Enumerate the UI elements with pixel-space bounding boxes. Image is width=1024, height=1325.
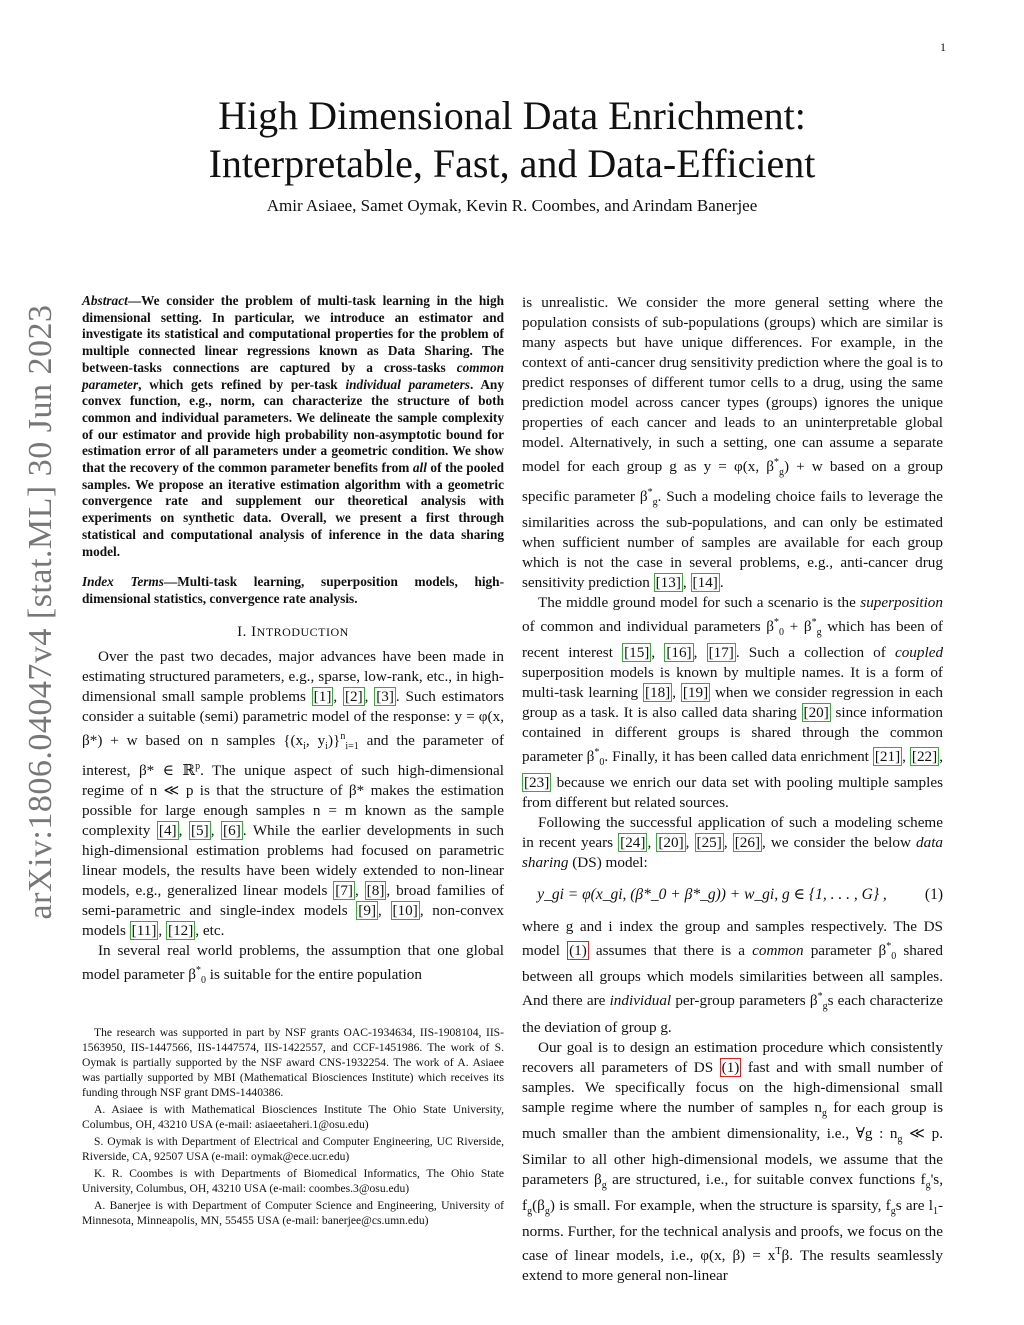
footnote-author-1: A. Asiaee is with Mathematical Biosciences Institute The Ohio State University, Columbus, OH, 43210 USA (e-mail: asiaeetaheri.1@osu.edu) [82, 1103, 504, 1131]
abstract-emph-2: individual parameters [345, 376, 470, 392]
abstract-emph-3: all [412, 460, 427, 476]
citation-link[interactable]: [13] [655, 574, 681, 592]
citation-link[interactable]: [8] [366, 881, 385, 899]
index-terms-label: Index Terms [82, 574, 164, 590]
citation-link[interactable]: [16] [666, 644, 692, 662]
right-paragraph-4: where g and i index the group and samples respectively. The DS model (1) assumes that there is a common parameter $\beta^*_0$ shared between all groups which models similarities between all samples. And there are individual per-group parameters $\beta^*_gs$ each characterize the deviation of group g. [522, 918, 944, 1036]
intro-paragraph-2: In several real world problems, the assumption that one global model parameter $\beta^*_0$ is suitable for the entire population [82, 941, 504, 986]
abstract-text-1: —We consider the problem of multi-task learning in the high dimensional setting. In particular, we introduce an estimator and investigate its statistical and computational properties for the problem of multiple connected linear regressions known as Data Sharing. The between-tasks connections are captured by a cross-tasks [82, 293, 504, 375]
citation-link[interactable]: [6] [223, 821, 241, 839]
citation-link[interactable]: [23] [524, 774, 550, 792]
index-terms [82, 574, 504, 607]
citation-link[interactable]: [2] [344, 687, 363, 705]
citation-link[interactable]: [24] [620, 834, 646, 852]
citation-link[interactable]: [12] [168, 921, 194, 939]
equation-link[interactable]: (1) [721, 1058, 740, 1076]
footnotes [82, 1025, 504, 1230]
right-paragraph-3: Following the successful application of such a modeling scheme in recent years [24] , [20] , [25] , [26] , we consider the below data sharing (DS) model: [522, 814, 944, 872]
abstract-emph-1: common parameter [82, 359, 504, 392]
left-column [82, 293, 504, 991]
equation-link[interactable]: (1) [569, 942, 587, 960]
citation-link[interactable]: [17] [708, 644, 734, 662]
title-line-2: Interpretable, Fast, and Data-Efficient [208, 141, 816, 186]
abstract-text-2: , which gets refined by per-task [138, 376, 346, 392]
citation-link[interactable]: [1] [313, 687, 332, 705]
citation-link[interactable]: [7] [335, 881, 353, 899]
citation-link[interactable]: [9] [358, 901, 377, 919]
arxiv-stamp: arXiv:1806.04047v4 [stat.ML] 30 Jun 2023 [22, 304, 59, 920]
citation-link[interactable]: [25] [696, 834, 722, 852]
citation-link[interactable]: [26] [734, 834, 761, 852]
citation-link[interactable]: [11] [131, 921, 157, 939]
citation-link[interactable]: [4] [158, 821, 177, 839]
citation-link[interactable]: [15] [624, 644, 650, 662]
citation-link[interactable]: [20] [658, 834, 684, 852]
section-heading [82, 624, 504, 641]
footnote-author-3: K. R. Coombes is with Departments of Biomedical Informatics, The Ohio State University, Columbus, OH, 43210 USA (e-mail: coombes.3@osu.edu) [82, 1167, 504, 1195]
right-paragraph-2: The middle ground model for such a scenario is the superposition of common and individual parameters $\beta^*_0 + \beta^*_g$ which has been of recent interest [15] , [16] , [17] . Such a collection of coupled superposition models is known by multiple names. It is a form of multi-task learning [18] , [19] when we consider regression in each group as a task. It is also called data sharing [20] since information contained in different groups is shared through the common parameter $\beta^*_0$. Finally, it has been called data enrichment [21] , [22] , [23] because we enrich our data set with pooling multiple samples from different but related sources. [522, 594, 944, 812]
equation-1 [522, 877, 943, 913]
abstract-text-4: of the pooled samples. We propose an iterative estimation algorithm with a geometric convergence rate and supplement our theoretical analysis with experiments on synthetic data. Overall, we present a first through statistical and computational analysis of inference in the data sharing model. [82, 460, 504, 559]
abstract-text-3: . Any convex function, e.g., norm, can characterize the structure of both common and individual parameters. We delineate the sample complexity of our estimator and provide high probability non-asymptotic bound for estimation error of all parameters under a geometric condition. We show that the recovery of the common parameter benefits from [82, 376, 504, 476]
paper-title [150, 92, 874, 188]
page-number: 1 [940, 40, 946, 54]
citation-link[interactable]: [20] [803, 704, 829, 722]
citation-link[interactable]: [10] [392, 901, 418, 919]
citation-link[interactable]: [21] [874, 748, 901, 766]
citation-link[interactable]: [22] [911, 748, 938, 766]
citation-link[interactable]: [5] [190, 821, 209, 839]
abstract-label: Abstract [82, 293, 128, 308]
abstract [82, 293, 504, 560]
section-title: NTRODUCTION [256, 624, 349, 639]
citation-link[interactable]: [19] [682, 684, 709, 702]
right-paragraph-1: is unrealistic. We consider the more general setting where the population consists of sub-populations (groups) which are similar is many aspects but have unique differences. For example, in the context of anti-cancer drug sensitivity prediction where the goal is to predict responses of different tumor cells to a drug, using the same prediction model across cancer types (groups) ignores the unique properties of each cancer and leads to an uninterpretable global model. Alternatively, in such a setting, one can assume a separate model for each group g as y = φ(x, $\beta^*_g) + w$ based on a group specific parameter $\beta^*_g$. Such a modeling choice fails to leverage the similarities across the sub-populations, and can only be estimated when sufficient number of samples are available for each group which is not the case in several problems, e.g., anti-cancer drug sensitivity prediction [13] , [14] . [522, 294, 943, 592]
equation-number: (1) [924, 886, 943, 904]
intro-body [82, 647, 504, 991]
equation-body: y_gi = φ(x_gi, (β*_0 + β*_g)) + w_gi, g ∈ {1, . . . , G} , [537, 886, 887, 904]
footnote-author-4: A. Banerjee is with Department of Computer Science and Engineering, University of Minnesota, Minneapolis, MN, 55455 USA (e-mail: banerjee@cs.umn.edu) [82, 1199, 504, 1227]
authors: Amir Asiaee, Samet Oymak, Kevin R. Coombes, and Arindam Banerjee [266, 196, 758, 215]
footnote-author-2: S. Oymak is with Department of Electrical and Computer Engineering, UC Riverside, Riverside, CA, 92507 USA (e-mail: oymak@ece.ucr.edu) [82, 1135, 504, 1163]
title-line-1: High Dimensional Data Enrichment: [218, 93, 806, 138]
intro-paragraph-1: Over the past two decades, major advances have been made in estimating structured parameters, e.g., sparse, low-rank, etc., in high-dimensional small sample problems [1] , [2] , [3] . Such estimators consider a suitable (semi) parametric model of the response: y = φ(x, β*) + w based on n samples {($x_i$, $y_i)\}^n_{i=1}$ and the parameter of interest, β* ∈ ℝ$^p$. The unique aspect of such high-dimensional regime of n ≪ p is that the structure of β* makes the estimation possible for large enough samples n = m known as the sample complexity [4] , [5] , [6] . While the earlier developments in such high-dimensional estimation problems had focused on parametric linear models, the results have been widely extended to non-linear models, e.g., generalized linear models [7] , [8] , broad families of semi-parametric and single-index models [9] , [10] , non-convex models [11] , [12] , etc. [82, 647, 505, 939]
footnote-funding: The research was supported in part by NSF grants OAC-1934634, IIS-1908104, IIS-1563950, IIS-1447566, IIS-1447574, IIS-1422557, and CCF-1451986. The work of S. Oymak is partially supported by the NSF award CNS-1932254. The work of A. Asiaee was partially supported by MBI (Mathematical Biosciences Institute) which receives its funding through NSF grant DMS-1440386. [82, 1026, 504, 1099]
citation-link[interactable]: [3] [376, 687, 394, 705]
right-paragraph-5: Our goal is to design an estimation procedure which consistently recovers all parameters of DS (1) fast and with small number of samples. We specifically focus on the high-dimensional small sample regime where the number of samples $n_g$ for each group is much smaller than the ambient dimensionality, i.e., ∀g : $n_g$ ≪ p. Similar to all other high-dimensional models, we assume that the parameters $\beta_g$ are structured, i.e., for suitable convex functions $f_g's$, $f_g(\beta_g)$ is small. For example, when the structure is sparsity, $f_gs$ are $l_1$-norms. Further, for the technical analysis and proofs, we focus on the case of linear models, i.e., φ(x, $\beta) = x^T\beta$. The results seamlessly extend to more general non-linear [522, 1038, 944, 1284]
citation-link[interactable]: [18] [644, 684, 671, 702]
section-number: I. I [237, 623, 257, 640]
citation-link[interactable]: [14] [692, 574, 718, 592]
index-terms-text: —Multi-task learning, superposition models, high-dimensional statistics, convergence rate analysis. [82, 574, 505, 606]
right-column [522, 293, 943, 1286]
